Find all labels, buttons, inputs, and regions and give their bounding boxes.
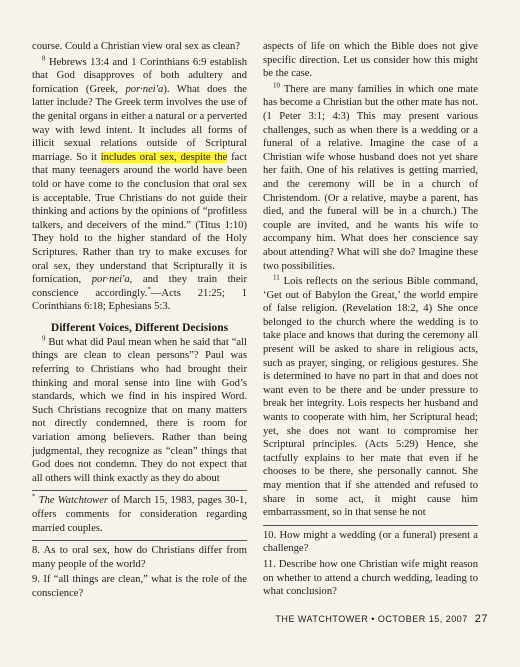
paragraph-number: 8	[42, 54, 46, 63]
footnote-marker: *	[147, 285, 151, 294]
paragraph-8	[32, 56, 247, 314]
publication-title: The Watchtower	[38, 495, 109, 507]
footnote	[32, 494, 247, 535]
magazine-issue: THE WATCHTOWER • OCTOBER 15, 2007	[275, 614, 468, 624]
text-run: and they train their conscience accordingly.	[32, 274, 247, 299]
text-run: Hebrews 13:4 and 1 Corinthians 6:9 establish that God disapproves of both adultery and fornication (Greek,	[32, 56, 247, 95]
left-column	[32, 40, 247, 603]
greek-term: por·nei′a	[125, 83, 164, 95]
text-run: There are many families in which one mate has become a Christian but the other mate has not. (1 Peter 3:1; 4:3) This may present various challenges, such as when there is a wedding or a funeral of a relative. Imagine the case of a Christian wife whose husband does not yet share her faith. One of his relatives is getting married, and the ceremony will be in a church of Christendom. (Or a relative, maybe a parent, has died, and the funeral will be in a church.) The couple are invited, and he wants his wife to accompany him. What does her conscience say about attending? What will she do? Imagine these two possibilities.	[263, 83, 478, 272]
section-heading: Different Voices, Different Decisions	[50, 321, 229, 334]
greek-term: por·nei′a,	[91, 274, 133, 286]
highlighted-text: includes oral sex, despite the	[100, 151, 228, 163]
study-question-10: 10. How might a wedding (or a funeral) present a challenge?	[263, 529, 478, 555]
page-number: 27	[474, 613, 488, 625]
divider	[32, 490, 247, 491]
paragraph-number: 9	[42, 334, 46, 343]
text-run: —Acts 21:25; 1 Corinthians 6:18; Ephesians 5:3.	[32, 287, 247, 313]
divider	[263, 525, 478, 526]
page-footer	[275, 613, 488, 625]
paragraph-number: 11	[273, 273, 280, 282]
text-run: fact that many teenagers around the world have been told or have come to the conclusion that oral sex is acceptable. True Christians do not guide their thinking and actions by the opinions of “profitless talkers, and deceivers of the mind.” (Titus 1:10) They hold to the higher standard of the Holy Scriptures. Rather than try to make excuses for oral sex, they understand that Scripturally it is fornication,	[32, 151, 248, 286]
divider	[32, 540, 247, 541]
text-run: of March 15, 1983, pages 30-1, offers comments for consideration regarding married couples.	[32, 495, 247, 534]
study-question-8: 8. As to oral sex, how do Christians differ from many people of the world?	[32, 545, 247, 570]
paragraph-number: 10	[273, 81, 280, 90]
paragraph-11	[263, 275, 478, 520]
text-run: ). What does the latter include? The Greek term involves the use of the genital organs in either a natural or a perverted way with lewd intent. It includes all forms of illicit sexual relations outside of Scriptural marriage. So it	[32, 83, 247, 163]
footnote-marker: *	[32, 492, 36, 501]
study-question-9: 9. If “all things are clean,” what is the role of the conscience?	[32, 574, 247, 599]
paragraph-10	[263, 83, 478, 273]
text-run: But what did Paul mean when he said that “all things are clean to clean persons”? Paul was referring to Christians who had brought their thinking and moral sense into line with God’s standards, which we find in his inspired Word. Such Christians recognize that on many matters not directly condemned, there is room for variation among believers. Rather than being judgmental, they recognize as “clean” things that God does not condemn. They do not expect that all others will think exactly as they do about	[32, 336, 248, 484]
paragraph-9	[32, 336, 247, 486]
text-run: Lois reflects on the serious Bible command, ‘Get out of Babylon the Great,’ the world empire of false religion. (Revelation 18:2, 4) She once belonged to the church where the wedding is to take place and knows that during the ceremony all present will be asked to share in religious acts, such as prayer, singing, or religious gestures. She is determined to have no part in that and does not want even to be there and be under pressure to break her integrity. Lois respects her husband and wants to cooperate with him, her Scriptural head; yet, she does not want to compromise her Scriptural principles. (Acts 5:29) Hence, she tactfully explains to her mate that even if he chooses to be there, she personally cannot. She may mention that if she attended and refused to share in some act, it might cause him embarrassment, so in that sense he not	[263, 276, 478, 519]
paragraph-intro-right: aspects of life on which the Bible does not give specific direction. Let us consider how this might be the case.	[263, 41, 478, 80]
right-column	[263, 40, 478, 601]
study-question-11: 11. Describe how one Christian wife might reason on whether to attend a church wedding, leading to what conclusion?	[263, 558, 478, 598]
paragraph-intro: course. Could a Christian view oral sex as clean?	[32, 41, 240, 52]
